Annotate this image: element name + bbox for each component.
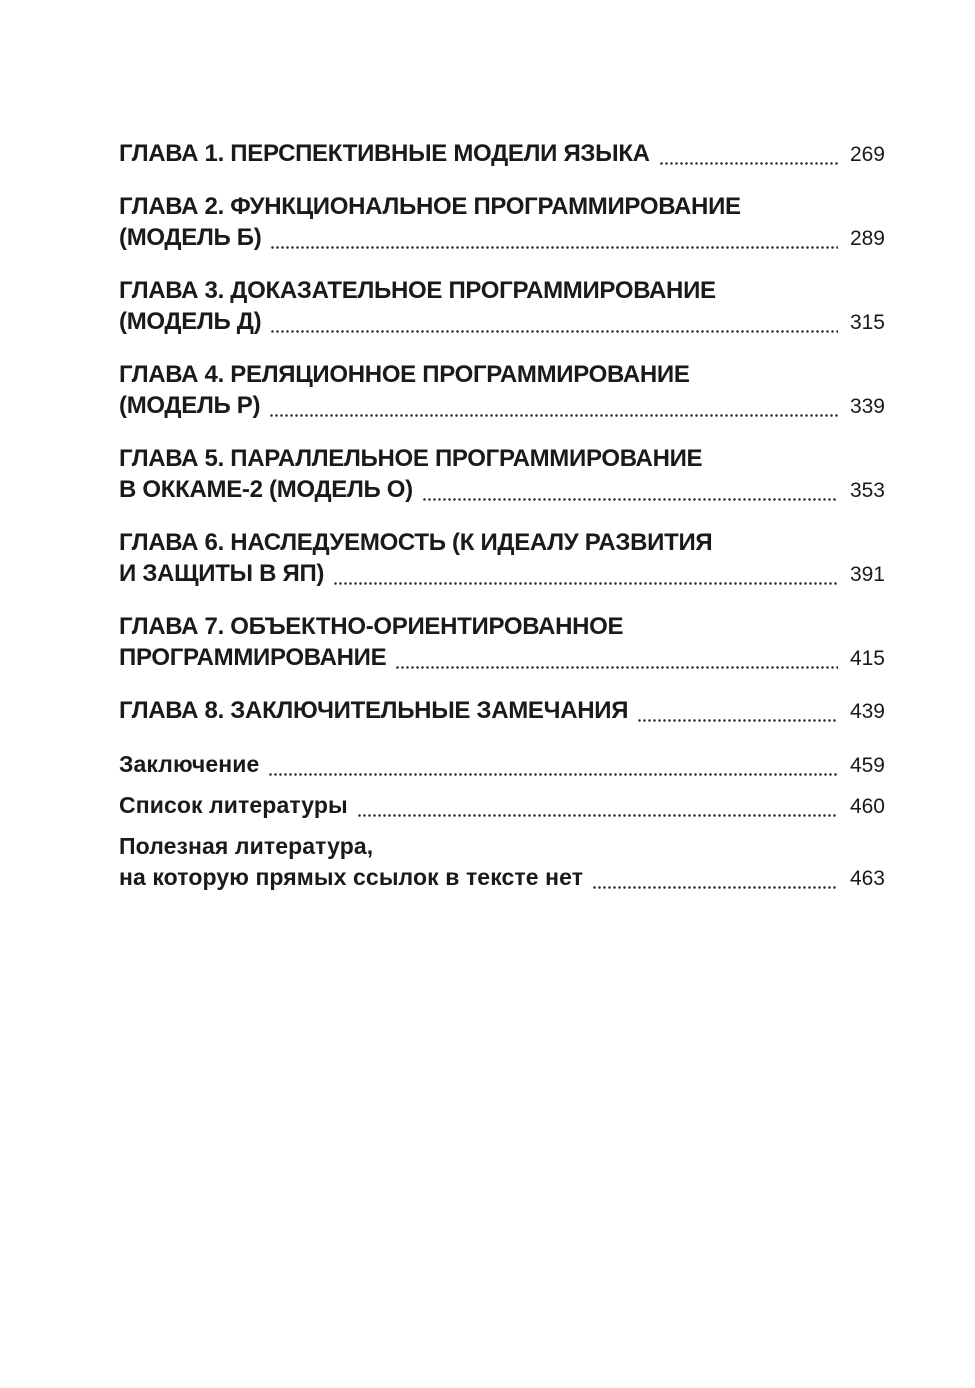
toc-entry[interactable] xyxy=(119,790,885,821)
toc-entry-line xyxy=(119,790,885,821)
toc-entry-title: ГЛАВА 3. ДОКАЗАТЕЛЬНОЕ ПРОГРАММИРОВАНИЕ xyxy=(119,277,716,304)
toc-entry-line xyxy=(119,390,885,421)
toc-entry[interactable] xyxy=(119,443,885,505)
toc-entry-title: ПРОГРАММИРОВАНИЕ xyxy=(119,644,387,671)
toc-page-number: 353 xyxy=(849,479,885,502)
dot-leader xyxy=(357,790,838,821)
toc-entry-title: ГЛАВА 2. ФУНКЦИОНАЛЬНОЕ ПРОГРАММИРОВАНИЕ xyxy=(119,193,741,220)
toc-entry-line xyxy=(119,749,885,780)
dot-leader xyxy=(269,390,838,421)
toc-entry[interactable] xyxy=(119,749,885,780)
table-of-contents xyxy=(119,138,885,893)
toc-entry-line xyxy=(119,443,885,474)
toc-page-number: 463 xyxy=(849,867,885,890)
toc-entry[interactable] xyxy=(119,831,885,893)
toc-entry[interactable] xyxy=(119,191,885,253)
toc-page-number: 315 xyxy=(849,311,885,334)
dot-leader xyxy=(268,749,838,780)
toc-entry-line xyxy=(119,359,885,390)
toc-entry-line xyxy=(119,275,885,306)
toc-entry-line xyxy=(119,222,885,253)
toc-entry-title: Список литературы xyxy=(119,792,348,818)
dot-leader xyxy=(659,138,838,169)
toc-entry-title: (МОДЕЛЬ Д) xyxy=(119,308,262,335)
toc-entry-title: ГЛАВА 7. ОБЪЕКТНО-ОРИЕНТИРОВАННОЕ xyxy=(119,613,624,640)
dot-leader xyxy=(333,558,838,589)
toc-entry-line xyxy=(119,191,885,222)
toc-entry-line xyxy=(119,527,885,558)
toc-entry[interactable] xyxy=(119,695,885,726)
toc-page-number: 391 xyxy=(849,563,885,586)
toc-page-number: 269 xyxy=(849,143,885,166)
toc-page-number: 459 xyxy=(849,754,885,777)
toc-entry[interactable] xyxy=(119,611,885,673)
dot-leader xyxy=(637,695,838,726)
toc-entry-title: на которую прямых ссылок в тексте нет xyxy=(119,864,584,890)
toc-entry[interactable] xyxy=(119,275,885,337)
toc-page-number: 415 xyxy=(849,647,885,670)
toc-entry-title: Полезная литература, xyxy=(119,833,374,859)
toc-entry-title: ГЛАВА 6. НАСЛЕДУЕМОСТЬ (К ИДЕАЛУ РАЗВИТИЯ xyxy=(119,529,713,556)
toc-entry-title: ГЛАВА 5. ПАРАЛЛЕЛЬНОЕ ПРОГРАММИРОВАНИЕ xyxy=(119,445,703,472)
toc-entry-title: ГЛАВА 8. ЗАКЛЮЧИТЕЛЬНЫЕ ЗАМЕЧАНИЯ xyxy=(119,697,629,724)
toc-entry[interactable] xyxy=(119,138,885,169)
dot-leader xyxy=(395,642,838,673)
toc-entry[interactable] xyxy=(119,359,885,421)
toc-entry-title: (МОДЕЛЬ Р) xyxy=(119,392,261,419)
toc-entry-line xyxy=(119,862,885,893)
toc-entry-line xyxy=(119,138,885,169)
toc-page-number: 339 xyxy=(849,395,885,418)
toc-entry-line xyxy=(119,474,885,505)
dot-leader xyxy=(270,222,838,253)
toc-entry-line xyxy=(119,558,885,589)
toc-page-number: 460 xyxy=(849,795,885,818)
toc-entry-title: ГЛАВА 1. ПЕРСПЕКТИВНЫЕ МОДЕЛИ ЯЗЫКА xyxy=(119,140,650,167)
toc-entry-line xyxy=(119,306,885,337)
toc-entry-line xyxy=(119,611,885,642)
toc-entry-title: (МОДЕЛЬ Б) xyxy=(119,224,262,251)
toc-page-number: 289 xyxy=(849,227,885,250)
dot-leader xyxy=(270,306,838,337)
toc-entry[interactable] xyxy=(119,527,885,589)
toc-entry-title: И ЗАЩИТЫ В ЯП) xyxy=(119,560,325,587)
toc-entry-line xyxy=(119,642,885,673)
toc-entry-line xyxy=(119,695,885,726)
toc-entry-title: В ОККАМЕ-2 (МОДЕЛЬ О) xyxy=(119,476,413,503)
toc-entry-line xyxy=(119,831,885,862)
toc-page-number: 439 xyxy=(849,700,885,723)
toc-entry-title: ГЛАВА 4. РЕЛЯЦИОННОЕ ПРОГРАММИРОВАНИЕ xyxy=(119,361,690,388)
toc-entry-title: Заключение xyxy=(119,751,260,777)
dot-leader xyxy=(422,474,838,505)
dot-leader xyxy=(592,862,838,893)
